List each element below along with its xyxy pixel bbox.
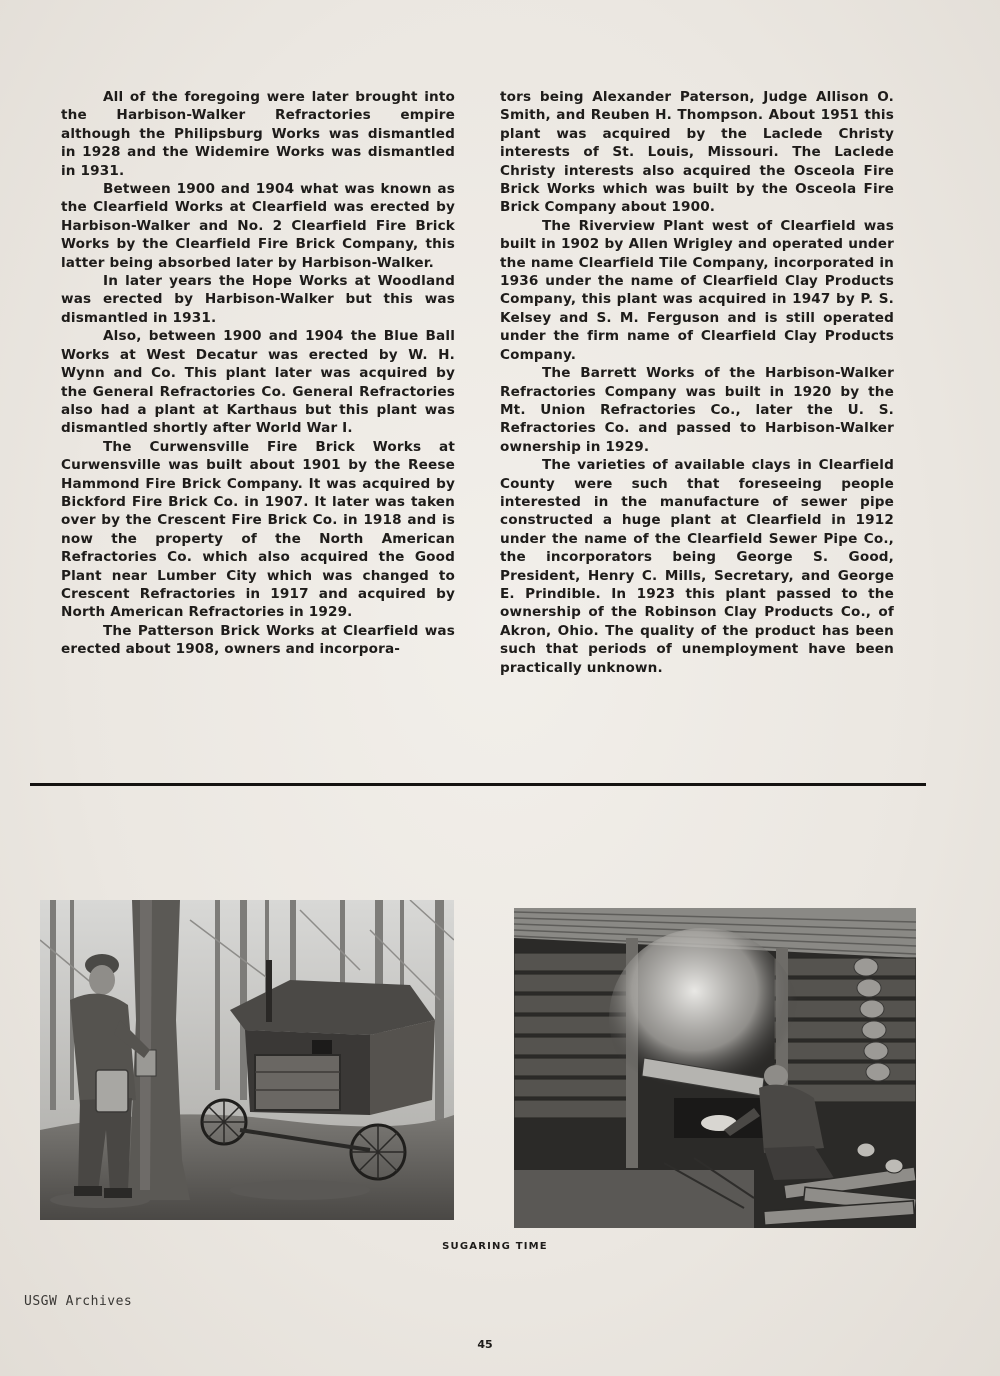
paragraph-patterson-works: The Patterson Brick Works at Clearfield was erected about 1908, owners and incorpora-: [61, 622, 455, 658]
photo-caption: SUGARING TIME: [442, 1241, 548, 1252]
archive-watermark: USGW Archives: [24, 1294, 133, 1309]
paragraph-blue-ball-works: Also, between 1900 and 1904 the Blue Ball Works at West Decatur was erected by W. H. Wynn and Co. This plant later was acquired by the General Refractories Co. General Refractories also had a plant at Karthaus but this plant was dismantled shortly after World War I.: [61, 328, 455, 437]
right-text-column: [500, 88, 894, 677]
photo-tree-tapping: [40, 900, 454, 1220]
photo-sugar-house: [514, 908, 916, 1228]
paragraph-riverview-plant: The Riverview Plant west of Clearfield was built in 1902 by Allen Wrigley and operated under the name Clearfield Tile Company, incorporated in 1936 under the name of Clearfield Clay Products Company, this plant was acquired in 1947 by P. S. Kelsey and S. M. Ferguson and is still operated under the firm name of Clearfield Clay Products Company.: [500, 217, 894, 363]
page-number: 45: [477, 1338, 493, 1351]
paragraph-clearfield-works: Between 1900 and 1904 what was known as the Clearfield Works at Clearfield was erected by Harbison-Walker and No. 2 Clearfield Fire Brick Works by the Clearfield Fire Brick Company, this latter being absorbed later by Harbison-Walker.: [61, 181, 455, 271]
paragraph-foregoing: All of the foregoing were later brought into the Harbison-Walker Refractories empire although the Philipsburg Works was dismantled in 1928 and the Widemire Works was dismantled in 1931.: [61, 89, 455, 179]
paragraph-sewer-pipe: The varieties of available clays in Clearfield County were such that foreseeing people interested in the manufacture of sewer pipe constructed a huge plant at Clearfield in 1912 under the name of the Clearfield Sewer Pipe Co., the incorporators being George S. Good, President, Henry C. Mills, Secretary, and George E. Prindible. In 1923 this plant passed to the ownership of the Robinson Clay Products Co., of Akron, Ohio. The quality of the product has been such that periods of unemployment have been practically unknown.: [500, 457, 894, 676]
paragraph-hope-works: In later years the Hope Works at Woodland was erected by Harbison-Walker but this was dismantled in 1931.: [61, 273, 455, 326]
paragraph-barrett-works: The Barrett Works of the Harbison-Walker Refractories Company was built in 1920 by the Mt. Union Refractories Co., later the U. S. Refractories Co. and passed to Harbison-Walker ownership in 1929.: [500, 365, 894, 455]
section-divider: [30, 783, 926, 786]
paragraph-curwensville-works: The Curwensville Fire Brick Works at Curwensville was built about 1901 by the Reese Hammond Fire Brick Company. It was acquired by Bickford Fire Brick Co. in 1907. It later was taken over by the Crescent Fire Brick Co. in 1918 and is now the property of the North American Refractories Co. which also acquired the Good Plant near Lumber City which was changed to Crescent Refractories in 1917 and acquired by North American Refractories in 1929.: [61, 438, 455, 621]
left-text-column: [61, 88, 455, 659]
paragraph-patterson-continued: tors being Alexander Paterson, Judge Allison O. Smith, and Reuben H. Thompson. About 1951 this plant was acquired by the Laclede Christy interests of St. Louis, Missouri. The Laclede Christy interests also acquired the Osceola Fire Brick Works which was built by the Osceola Fire Brick Company about 1900.: [500, 89, 894, 216]
